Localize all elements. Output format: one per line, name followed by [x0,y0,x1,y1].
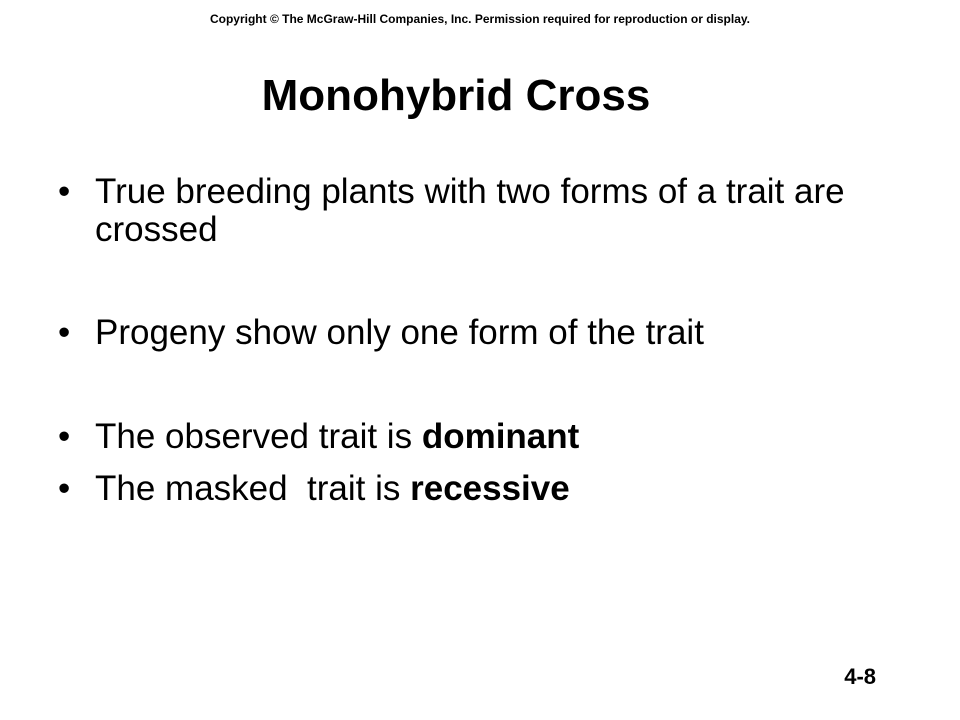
bullet-text-group [95,418,918,456]
bullet-text: The masked trait is [95,469,411,508]
bullet-item [58,173,918,249]
bullet-text: True breeding plants with two forms of a trait are crossed [95,172,845,249]
slide-number: 4-8 [844,664,876,689]
bullet-emphasis: dominant [421,417,580,456]
bullet-item [58,470,918,508]
bullet-text: Progeny show only one form of the trait [95,313,704,352]
copyright-notice: Copyright © The McGraw-Hill Companies, Inc. Permission required for reproduction or display. [209,12,751,26]
bullet-marker: • [58,469,71,508]
bullet-marker: • [58,313,71,352]
bullet-text: The observed trait is [95,417,422,456]
bullet-marker: • [58,417,71,456]
bullet-item [58,314,918,352]
slide-title: Monohybrid Cross [261,71,651,120]
bullet-item [58,418,918,456]
bullet-marker: • [58,172,71,211]
bullet-text-group [95,470,918,508]
bullet-emphasis: recessive [410,469,570,508]
